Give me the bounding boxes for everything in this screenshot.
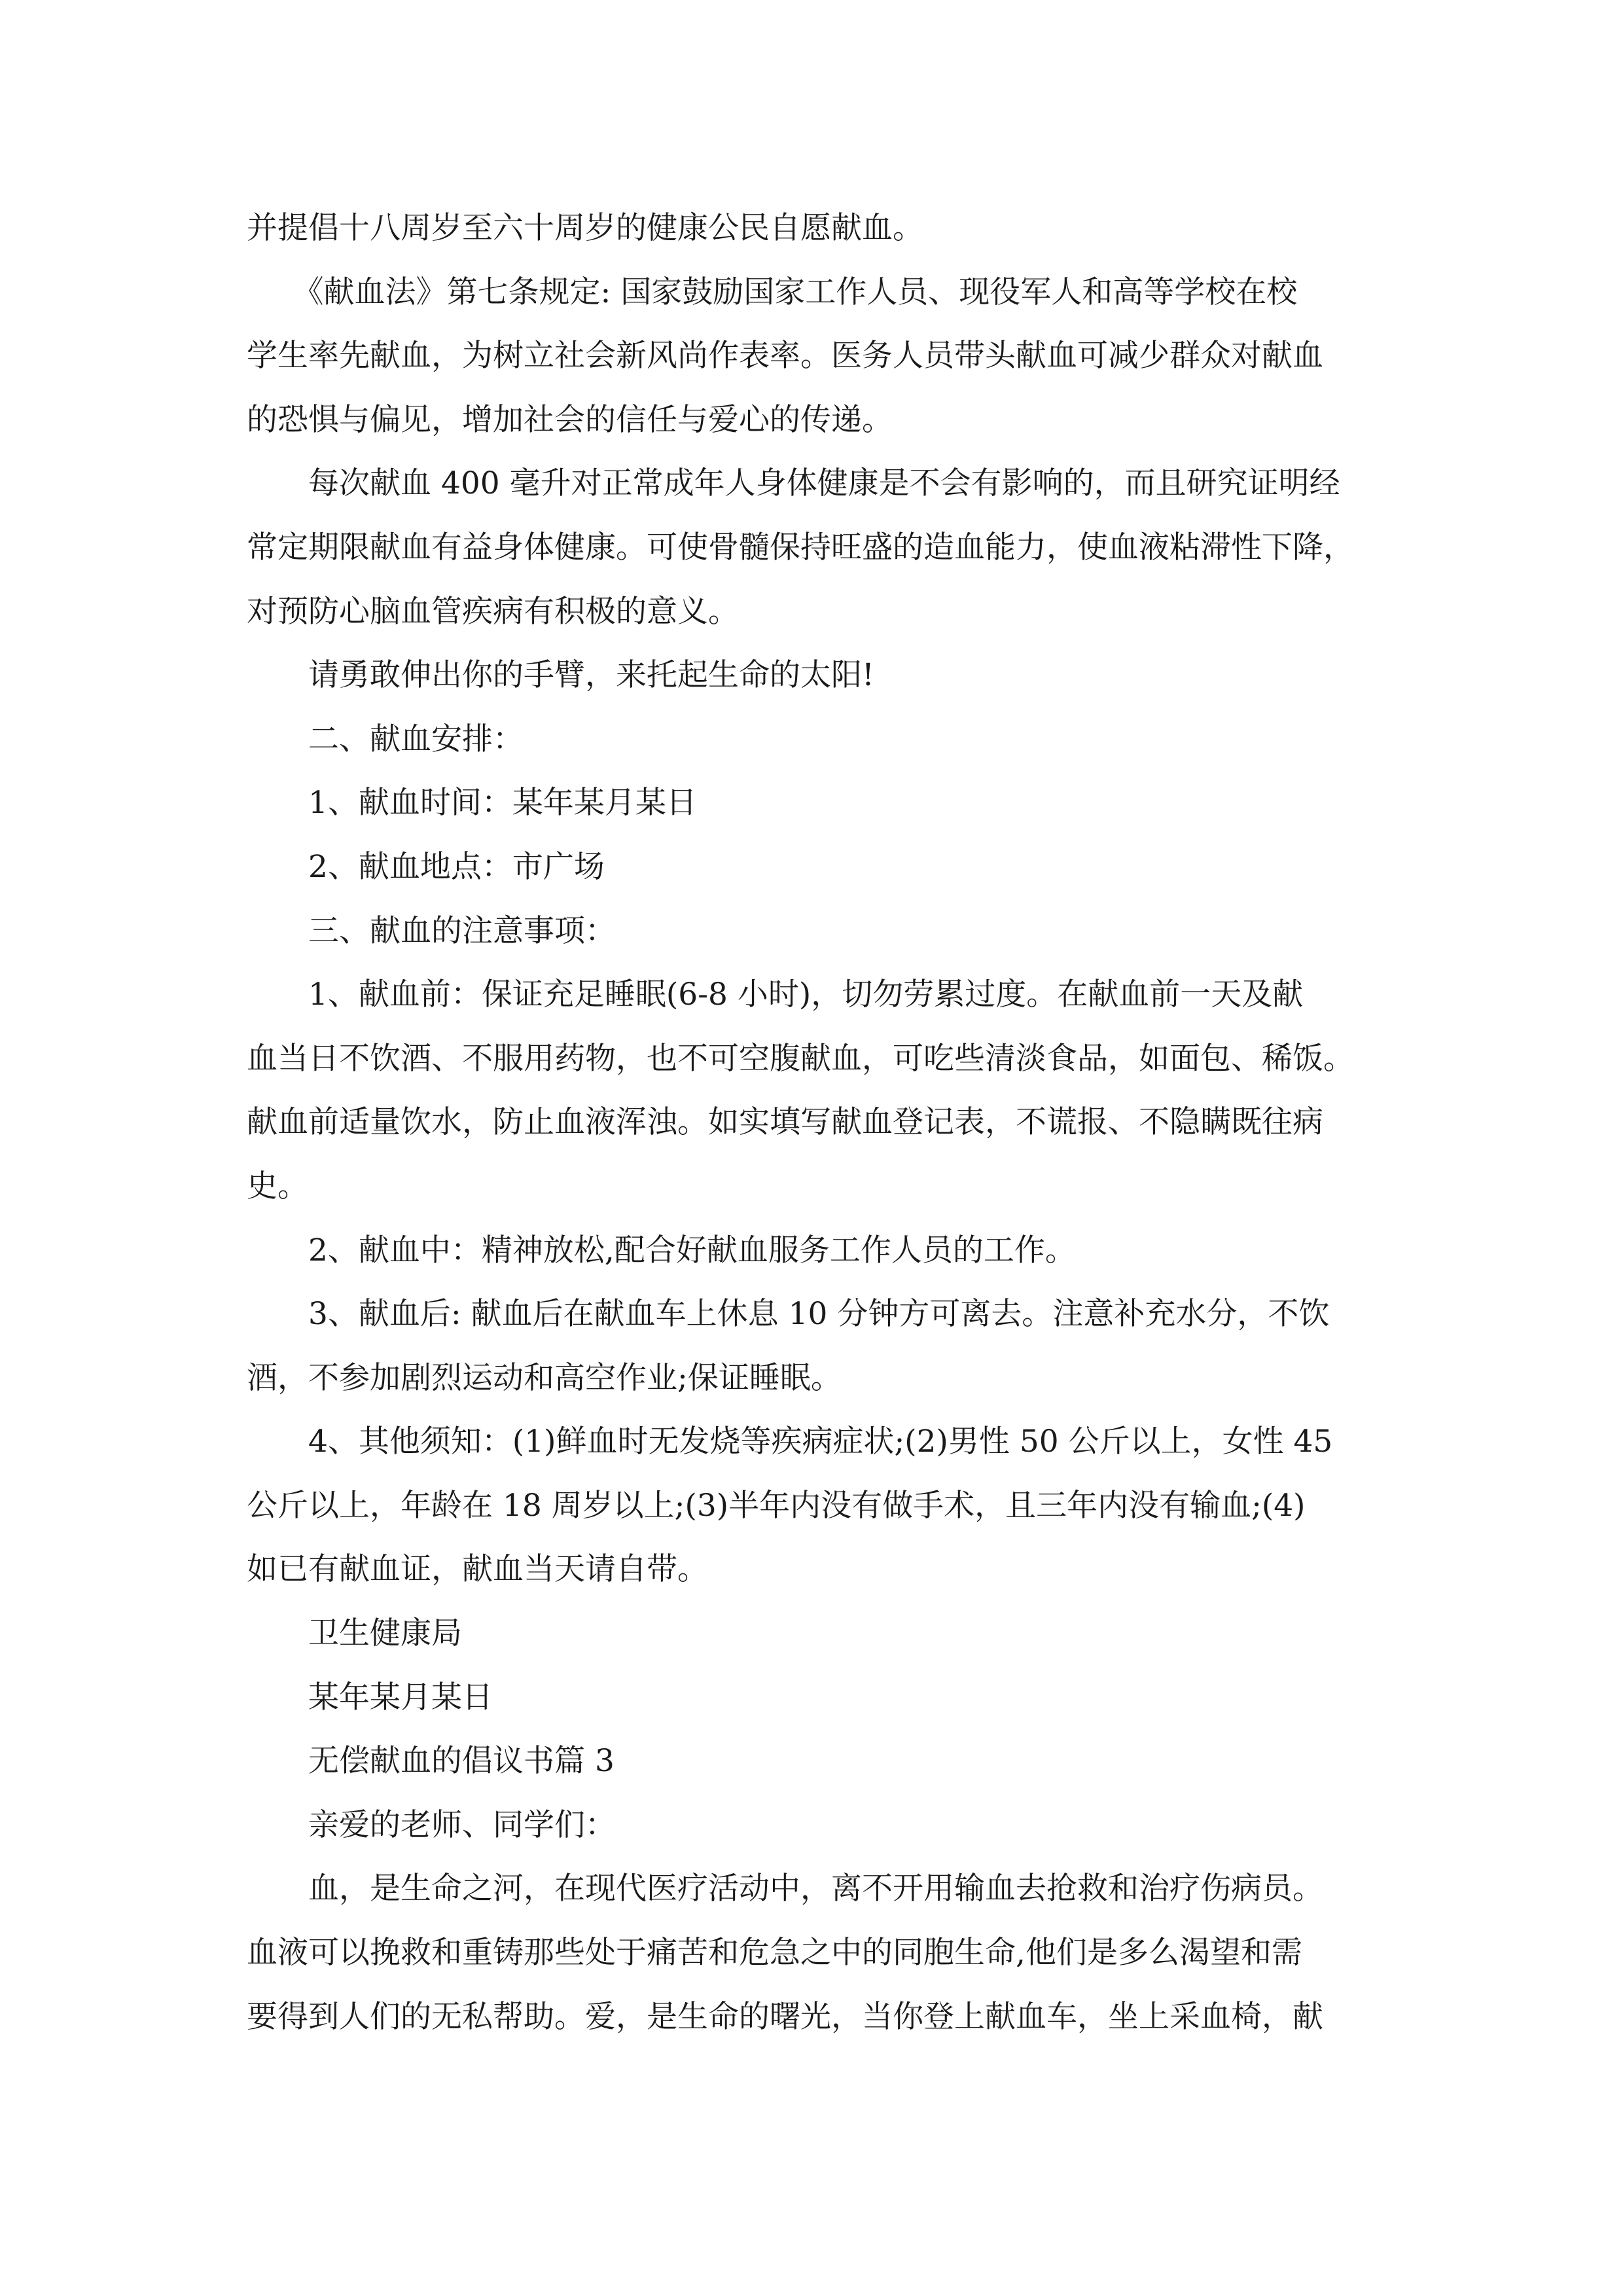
text-line: 学生率先献血，为树立社会新风尚作表率。医务人员带头献血可减少群众对献血	[247, 338, 1323, 374]
text-line: 1、献血前：保证充足睡眠(6-8 小时)，切勿劳累过度。在献血前一天及献	[247, 977, 1304, 1013]
text-line: 如已有献血证，献血当天请自带。	[247, 1551, 708, 1588]
text-line: 血当日不饮酒、不服用药物，也不可空腹献血，可吃些清淡食品，如面包、稀饭。	[247, 1040, 1354, 1077]
text-line: 献血前适量饮水，防止血液浑浊。如实填写献血登记表，不谎报、不隐瞒既往病	[247, 1104, 1323, 1141]
text-line: 3、献血后: 献血后在献血车上休息 10 分钟方可离去。注意补充水分，不饮	[247, 1296, 1330, 1333]
text-line: 酒，不参加剧烈运动和高空作业;保证睡眠。	[247, 1359, 842, 1396]
text-line: 血，是生命之河，在现代医疗活动中，离不开用输血去抢救和治疗伤病员。	[247, 1871, 1323, 1907]
article-title: 无偿献血的倡议书篇 3	[247, 1743, 615, 1780]
text-line: 常定期限献血有益身体健康。可使骨髓保持旺盛的造血能力，使血液粘滞性下降，	[247, 529, 1354, 565]
text-line: 每次献血 400 毫升对正常成年人身体健康是不会有影响的，而且研究证明经	[247, 465, 1340, 502]
text-line: 《献血法》第七条规定: 国家鼓励国家工作人员、现役军人和高等学校在校	[247, 274, 1298, 310]
section-heading: 三、献血的注意事项：	[247, 912, 616, 949]
text-line: 1、献血时间：某年某月某日	[247, 785, 697, 821]
text-line: 公斤以上，年龄在 18 周岁以上;(3)半年内没有做手术，且三年内没有输血;(4)	[247, 1487, 1306, 1524]
text-line: 对预防心脑血管疾病有积极的意义。	[247, 593, 739, 630]
text-line: 的恐惧与偏见，增加社会的信任与爱心的传递。	[247, 401, 893, 438]
signature-date: 某年某月某日	[247, 1679, 493, 1715]
section-heading: 二、献血安排：	[247, 721, 524, 757]
text-line: 请勇敢伸出你的手臂，来托起生命的太阳!	[247, 657, 874, 694]
signature-org: 卫生健康局	[247, 1615, 462, 1652]
text-line: 史。	[247, 1168, 308, 1204]
text-line: 2、献血地点：市广场	[247, 848, 605, 885]
text-line: 要得到人们的无私帮助。爱，是生命的曙光，当你登上献血车，坐上采血椅，献	[247, 1998, 1323, 2035]
text-line: 2、献血中：精神放松,配合好献血服务工作人员的工作。	[247, 1232, 1076, 1268]
salutation: 亲爱的老师、同学们：	[247, 1806, 616, 1843]
text-line: 血液可以挽救和重铸那些处于痛苦和危急之中的同胞生命,他们是多么渴望和需	[247, 1935, 1302, 1971]
text-line: 并提倡十八周岁至六十周岁的健康公民自愿献血。	[247, 210, 923, 246]
document-body	[247, 196, 1379, 2049]
text-line: 4、其他须知：(1)鲜血时无发烧等疾病症状;(2)男性 50 公斤以上，女性 45	[247, 1424, 1333, 1460]
